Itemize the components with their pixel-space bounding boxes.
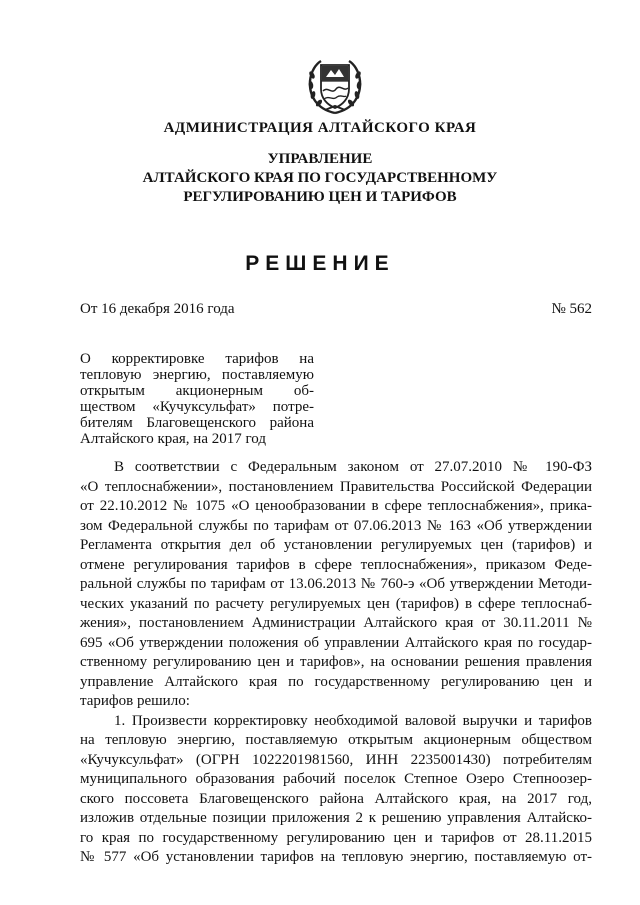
department-line: УПРАВЛЕНИЕ: [267, 151, 373, 167]
body-line: жения», постановлением Администрации Алтайского края от 30.11.2011 №: [80, 615, 592, 631]
body-line: муниципального образования рабочий поселок Степное Озеро Степноозер-: [80, 771, 592, 787]
document-body: [80, 458, 592, 868]
body-line: на тепловую энергию, поставляемую открытым акционерным обществом: [80, 732, 592, 748]
document-date: От 16 декабря 2016 года: [80, 301, 235, 317]
body-line: тарифов решило:: [80, 693, 190, 709]
document-subject: [80, 351, 314, 447]
department-line: АЛТАЙСКОГО КРАЯ ПО ГОСУДАРСТВЕННОМУ: [142, 170, 498, 186]
body-line: ственному регулированию цен и тарифов», на основании решения правления: [80, 654, 592, 670]
subject-line: открытым акционерным об-: [80, 383, 314, 399]
subject-line: Алтайского края, на 2017 год: [80, 431, 266, 447]
body-line: «Кучуксульфат» (ОГРН 1022201981560, ИНН 2235001430) потребителям: [80, 751, 592, 768]
body-line: В соответствии с Федеральным законом от 27.07.2010 № 190-ФЗ: [114, 459, 592, 475]
body-line: го края по государственному регулированию цен и тарифов от 28.11.2015: [80, 829, 592, 846]
department-line: РЕГУЛИРОВАНИЮ ЦЕН И ТАРИФОВ: [183, 189, 457, 205]
body-line: Регламента открытия дел об установлении регулируемых цен (тарифов) и: [80, 537, 592, 553]
body-line: ского поссовета Благовещенского района Алтайского края, на 2017 год,: [80, 790, 592, 807]
body-line: изложив отдельные позиции приложения 2 к решению управления Алтайско-: [80, 810, 592, 826]
subject-line: О корректировке тарифов на: [80, 351, 314, 367]
document-title: РЕШЕНИЕ: [245, 252, 395, 275]
body-line: отмене регулирования тарифов в сфере теплоснабжения», приказом Феде-: [80, 556, 592, 573]
body-line: 695 «Об утверждении положения об управлении Алтайского края по государ-: [80, 634, 592, 651]
subject-line: тепловую энергию, поставляемую: [80, 367, 314, 383]
department-name: [0, 150, 640, 207]
body-line: от 22.10.2012 № 1075 «О ценообразовании в сфере теплоснабжения», прика-: [80, 498, 592, 514]
body-line: 1. Произвести корректировку необходимой валовой выручки и тарифов: [114, 712, 592, 729]
subject-line: бителям Благовещенского района: [80, 415, 314, 431]
body-line: ческих указаний по расчету регулируемых цен (тарифов) в сфере теплоснаб-: [80, 595, 592, 612]
body-line: ральной службы по тарифам от 13.06.2013 № 760-э «Об утверждении Методи-: [80, 576, 592, 592]
body-line: № 577 «Об установлении тарифов на тепловую энергию, поставляемую от-: [80, 849, 592, 865]
coat-of-arms-icon: [306, 55, 364, 115]
administration-name: АДМИНИСТРАЦИЯ АЛТАЙСКОГО КРАЯ: [163, 120, 477, 136]
document-number: № 562: [551, 301, 592, 317]
body-line: «О теплоснабжении», постановлением Правительства Российской Федерации: [80, 478, 592, 495]
subject-line: ществом «Кучуксульфат» потре-: [80, 399, 314, 415]
body-line: зом Федеральной службы по тарифам от 07.06.2013 № 163 «Об утверждении: [80, 517, 592, 534]
body-line: управление Алтайского края по государственному регулированию цен и: [80, 673, 592, 690]
